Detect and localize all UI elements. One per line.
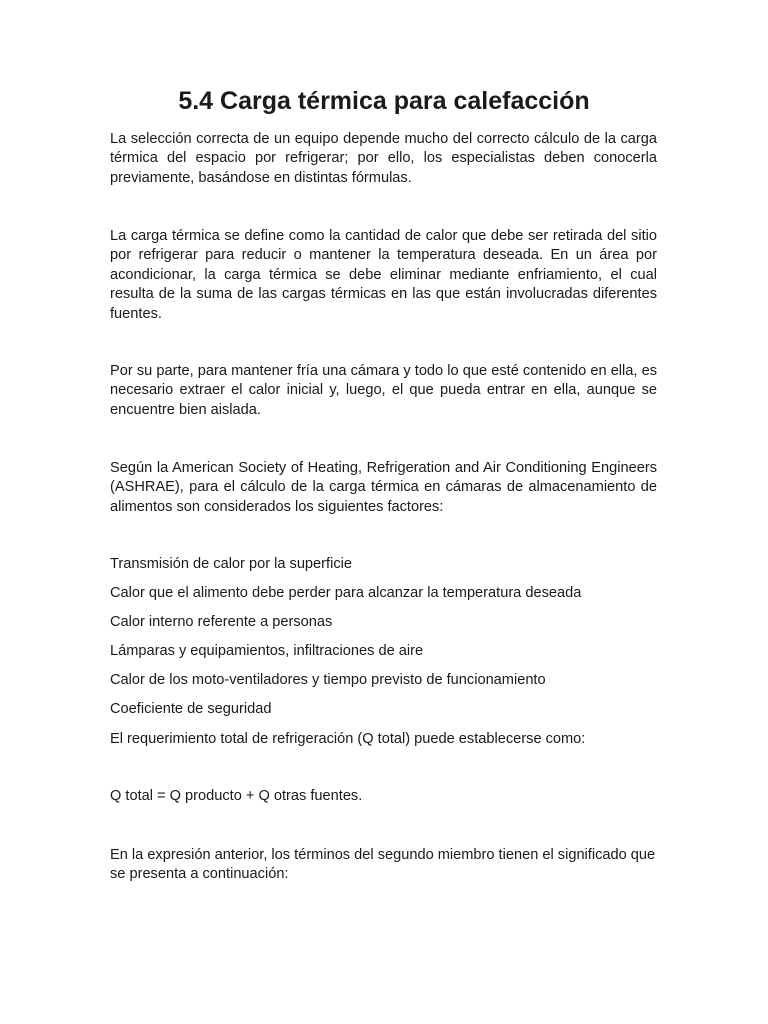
paragraph-closing: En la expresión anterior, los términos del segundo miembro tienen el significado que se presenta a continuación: [110,847,656,883]
paragraph-chamber: Por su parte, para mantener fría una cámara y todo lo que esté contenido en ella, es necesario extraer el calor inicial y, luego, el que pueda entrar en ella, aunque se encuentre bien aislada. [110,363,657,418]
page-title: 5.4 Carga térmica para calefacción [178,87,590,115]
list-item: Calor interno referente a personas [110,614,333,630]
paragraph-definition: La carga térmica se define como la cantidad de calor que debe ser retirada del sitio por refrigerar para reducir o mantener la temperatura deseada. En un área por acondicionar, la carga térmica se debe eliminar mediante enfriamiento, el cual resulta de la suma de las cargas térmicas en las que están involucradas diferentes fuentes. [110,228,657,322]
list-item: Coeficiente de seguridad [110,701,272,717]
paragraph-ashrae: Según la American Society of Heating, Refrigeration and Air Conditioning Engineers (ASHRAE), para el cálculo de la carga térmica en cámaras de almacenamiento de alimentos son considerados los siguientes factores: [110,460,657,515]
list-item: Calor de los moto-ventiladores y tiempo previsto de funcionamiento [110,672,546,688]
list-item: Transmisión de calor por la superficie [110,556,352,572]
formula: Q total = Q producto + Q otras fuentes. [110,788,363,804]
list-item: Lámparas y equipamientos, infiltraciones de aire [110,643,424,659]
list-item: Calor que el alimento debe perder para alcanzar la temperatura deseada [110,585,582,601]
paragraph-intro: La selección correcta de un equipo depende mucho del correcto cálculo de la carga térmica del espacio por refrigerar; por ello, los especialistas deben conocerla previamente, basándose en distintas fórmulas. [110,131,657,186]
requirement-text: El requerimiento total de refrigeración (Q total) puede establecerse como: [110,731,586,747]
